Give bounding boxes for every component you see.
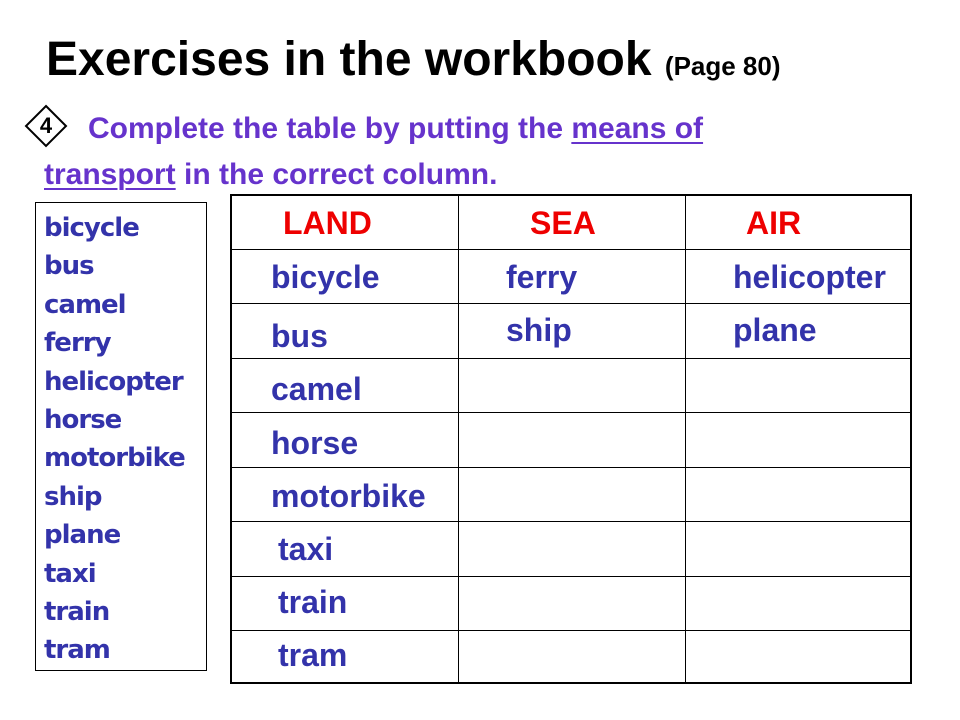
word-list-item: motorbike	[44, 443, 185, 474]
title-main: Exercises in the workbook	[46, 33, 652, 86]
exercise-number: 4	[39, 113, 53, 138]
word-list-item: ship	[44, 481, 102, 512]
column-header-sea: SEA	[530, 205, 596, 241]
sea-cell: ship	[506, 312, 572, 348]
transport-table	[230, 194, 912, 684]
instruction-underlined-1: means of	[571, 112, 704, 145]
word-list-item: bicycle	[44, 213, 139, 243]
land-cell: taxi	[278, 531, 334, 567]
word-list-box	[35, 202, 207, 671]
sea-cell: ferry	[506, 259, 578, 295]
word-list-item: ferry	[44, 328, 111, 359]
word-list-item: taxi	[44, 558, 96, 589]
word-list-item: plane	[44, 520, 121, 551]
row-divider	[232, 358, 910, 359]
row-divider	[232, 412, 910, 413]
column-divider	[685, 196, 686, 682]
land-cell: bus	[271, 318, 328, 354]
land-cell: camel	[271, 371, 362, 407]
land-cell: train	[278, 584, 348, 620]
exercise-instruction	[44, 106, 924, 198]
word-list-item: helicopter	[44, 366, 183, 397]
air-cell: helicopter	[733, 259, 886, 295]
word-list-item: train	[44, 597, 110, 628]
land-cell: tram	[278, 637, 348, 673]
word-list-item: horse	[44, 405, 122, 436]
word-list-item: camel	[44, 289, 126, 320]
row-divider	[232, 630, 910, 631]
word-list-item: tram	[44, 635, 110, 666]
row-divider	[232, 303, 910, 304]
instruction-underlined-2: transport	[44, 158, 176, 191]
column-header-land: LAND	[283, 205, 372, 241]
page-reference: (Page 80)	[664, 51, 781, 81]
column-header-air: AIR	[746, 205, 802, 241]
row-divider	[232, 467, 910, 468]
instruction-text-end: in the correct column.	[175, 158, 498, 191]
instruction-text-start: Complete the table by putting the	[88, 112, 572, 145]
row-divider	[232, 521, 910, 522]
exercise-number-badge	[24, 104, 68, 148]
land-cell: motorbike	[271, 478, 426, 514]
word-list-item: bus	[44, 251, 94, 282]
air-cell: plane	[733, 312, 817, 348]
column-divider	[458, 196, 459, 682]
land-cell: bicycle	[271, 259, 380, 295]
page-title	[46, 32, 781, 87]
row-divider	[232, 249, 910, 250]
row-divider	[232, 576, 910, 577]
land-cell: horse	[271, 425, 359, 461]
